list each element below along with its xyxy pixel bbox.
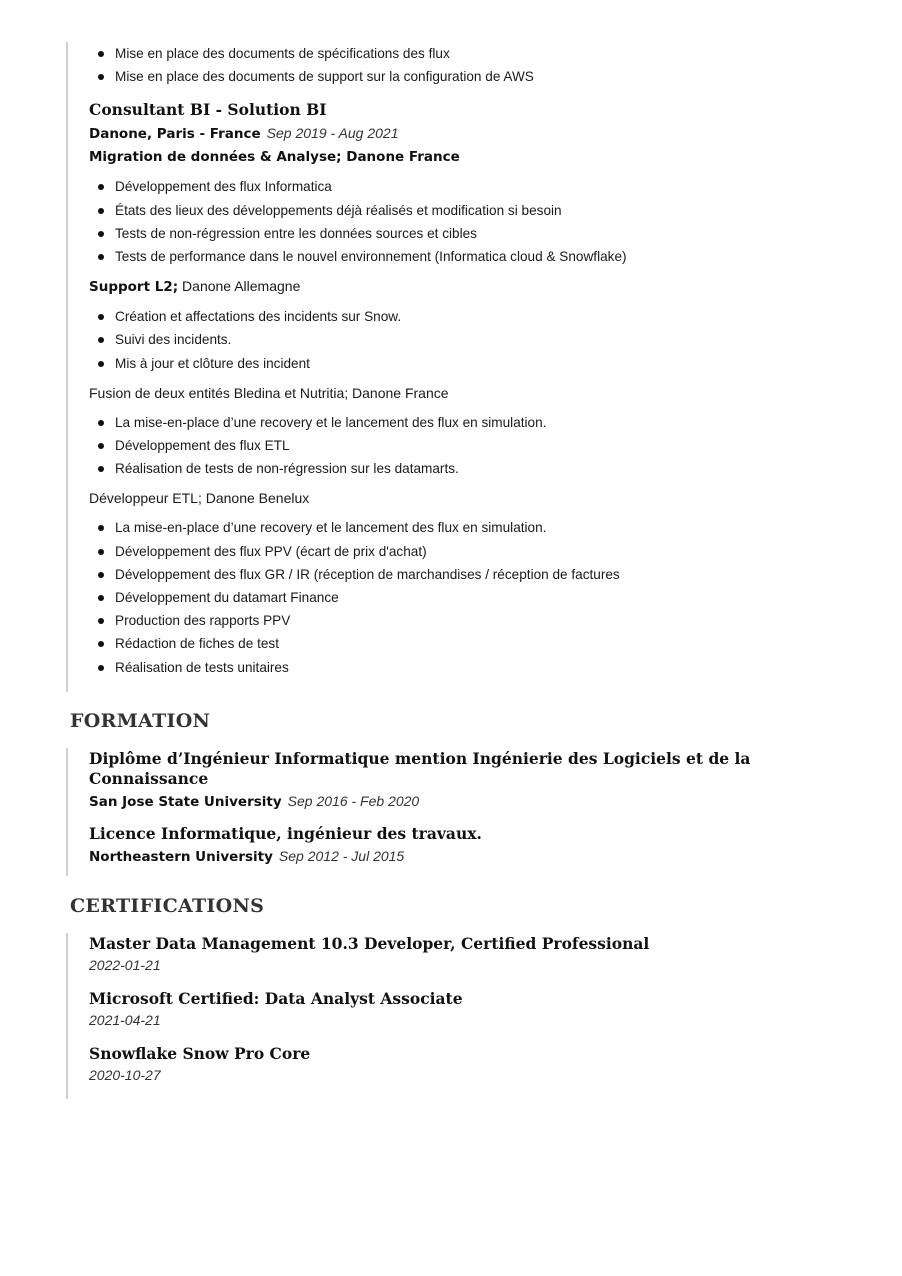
degree-title: Licence Informatique, ingénieur des travaux. bbox=[89, 824, 482, 843]
project-bullet-list bbox=[89, 516, 869, 678]
project-heading bbox=[89, 275, 869, 298]
education-item bbox=[89, 824, 789, 868]
school-line bbox=[89, 790, 789, 813]
school-name: San Jose State University bbox=[89, 794, 282, 810]
list-item: Développement du datamart Finance bbox=[89, 586, 869, 609]
job-employer-line bbox=[89, 122, 869, 145]
list-item: États des lieux des développements déjà réalisés et modification si besoin bbox=[89, 199, 869, 222]
certification-item bbox=[89, 989, 789, 1031]
certification-item bbox=[89, 1044, 789, 1086]
project-heading-bold: Migration de données & Analyse; Danone France bbox=[89, 149, 460, 166]
job-employer: Danone, Paris - France bbox=[89, 126, 261, 143]
experience-block bbox=[66, 42, 869, 692]
certifications-block bbox=[66, 933, 789, 1099]
list-item: Production des rapports PPV bbox=[89, 609, 869, 632]
list-item: Tests de performance dans le nouvel environnement (Informatica cloud & Snowflake) bbox=[89, 245, 869, 268]
list-item: Développement des flux PPV (écart de prix d'achat) bbox=[89, 540, 869, 563]
list-item: Réalisation de tests unitaires bbox=[89, 656, 869, 679]
job-title: Consultant BI - Solution BI bbox=[89, 100, 327, 120]
list-item: Réalisation de tests de non-régression sur les datamarts. bbox=[89, 457, 869, 480]
certification-date: 2021-04-21 bbox=[89, 1012, 161, 1028]
project-heading-bold: Support L2; bbox=[89, 279, 179, 296]
list-item: La mise-en-place d’une recovery et le lancement des flux en simulation. bbox=[89, 516, 869, 539]
degree-title: Diplôme d’Ingénieur Informatique mention Ingénierie des Logiciels et de la Connaissance bbox=[89, 749, 751, 788]
certification-name: Master Data Management 10.3 Developer, Certified Professional bbox=[89, 934, 650, 953]
project-heading bbox=[89, 146, 869, 168]
list-item: Suivi des incidents. bbox=[89, 328, 869, 351]
list-item: Création et affectations des incidents sur Snow. bbox=[89, 305, 869, 328]
school-line bbox=[89, 845, 789, 868]
education-dates: Sep 2016 - Feb 2020 bbox=[287, 793, 420, 809]
list-item: La mise-en-place d’une recovery et le lancement des flux en simulation. bbox=[89, 411, 869, 434]
formation-block bbox=[66, 748, 789, 876]
project-heading: Développeur ETL; Danone Benelux bbox=[89, 490, 310, 507]
project-bullet-list bbox=[89, 305, 869, 375]
list-item: Rédaction de fiches de test bbox=[89, 632, 869, 655]
section-title-certifications: CERTIFICATIONS bbox=[70, 895, 265, 917]
list-item: Développement des flux ETL bbox=[89, 434, 869, 457]
list-item: Développement des flux Informatica bbox=[89, 175, 869, 198]
school-name: Northeastern University bbox=[89, 849, 273, 865]
project-heading-plain: Danone Allemagne bbox=[178, 278, 301, 295]
section-title-formation: FORMATION bbox=[70, 710, 211, 732]
list-item: Développement des flux GR / IR (réception de marchandises / réception de factures bbox=[89, 563, 869, 586]
certification-name: Microsoft Certified: Data Analyst Associate bbox=[89, 989, 463, 1008]
job-dates: Sep 2019 - Aug 2021 bbox=[266, 125, 399, 142]
intro-bullet-list bbox=[89, 42, 869, 88]
project-bullet-list bbox=[89, 175, 869, 268]
education-dates: Sep 2012 - Jul 2015 bbox=[278, 848, 405, 864]
certification-item bbox=[89, 934, 789, 976]
project-heading: Fusion de deux entités Bledina et Nutritia; Danone France bbox=[89, 384, 449, 401]
list-item: Mis à jour et clôture des incident bbox=[89, 352, 869, 375]
education-item bbox=[89, 749, 789, 813]
list-item: Tests de non-régression entre les données sources et cibles bbox=[89, 222, 869, 245]
project-bullet-list bbox=[89, 411, 869, 481]
certification-date: 2020-10-27 bbox=[89, 1067, 161, 1083]
certification-name: Snowflake Snow Pro Core bbox=[89, 1044, 311, 1063]
certification-date: 2022-01-21 bbox=[89, 957, 161, 973]
list-item: Mise en place des documents de support sur la configuration de AWS bbox=[89, 65, 869, 88]
list-item: Mise en place des documents de spécifications des flux bbox=[89, 42, 869, 65]
